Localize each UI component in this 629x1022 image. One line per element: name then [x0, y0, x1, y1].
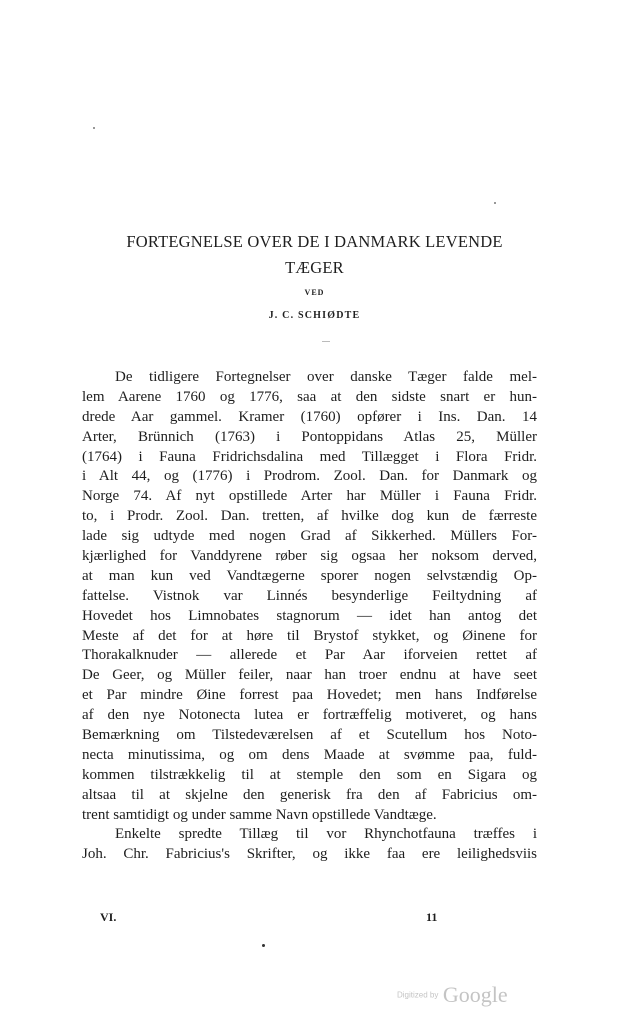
text-line: Arter, Brünnich (1763) i Pontoppidans Atlas 25, Müller: [82, 428, 537, 445]
text-line: De Geer, og Müller feiler, naar han troer endnu at have seet: [82, 667, 537, 684]
text-line: drede Aar gammel. Kramer (1760) opfører i Ins. Dan. 14: [82, 408, 537, 425]
text-line: Bemærkning om Tilstedeværelsen af et Scutellum hos Noto-: [82, 727, 537, 744]
text-line: Meste af det for at høre til Brystof stykket, og Øinene for: [82, 627, 537, 644]
text-line: Joh. Chr. Fabricius's Skrifter, og ikke faa ere leilighedsviis: [82, 846, 537, 863]
text-line: altsaa til at skjelne den generisk fra den af Fabricius om-: [82, 786, 537, 803]
text-line: to, i Prodr. Zool. Dan. tretten, af hvilke dog kun de færreste: [82, 508, 537, 525]
text-line: af den nye Notonecta lutea er fortræffelig motiveret, og hans: [82, 707, 537, 724]
text-line: trent samtidigt og under samme Navn opstillede Vandtæge.: [82, 806, 437, 823]
text-line: kjærlighed for Vanddyrene røber sig ogsaa her noksom derved,: [82, 548, 537, 565]
text-line: Enkelte spredte Tillæg til vor Rhynchotfauna træffes i: [115, 826, 537, 843]
text-line: De tidligere Fortegnelser over danske Tæger falde mel-: [115, 369, 537, 385]
page-number: 11: [426, 910, 438, 924]
watermark-prefix: Digitized by: [397, 990, 439, 1000]
text-line: (1764) i Fauna Fridrichsdalina med Tillægget i Flora Fridr.: [82, 448, 537, 465]
article-title-line-1: FORTEGNELSE OVER DE I DANMARK LEVENDE: [126, 232, 503, 251]
text-line: Norge 74. Af nyt opstillede Arter har Müller i Fauna Fridr.: [82, 488, 537, 505]
text-line: necta minutissima, og om dens Maade at svømme paa, fuld-: [82, 746, 537, 763]
google-logo: Google: [442, 982, 508, 1007]
body-paragraphs: [82, 368, 537, 865]
signature-mark: VI.: [100, 910, 117, 924]
text-line: fattelse. Vistnok var Linnés besynderlige Feiltydning af: [82, 587, 537, 604]
text-line: kommen tilstrækkelig til at stemple den som en Sigara og: [82, 766, 537, 783]
text-line: i Alt 44, og (1776) i Prodrom. Zool. Dan. for Danmark og: [82, 468, 537, 485]
text-line: Thorakalknuder — allerede et Par Aar iforveien rettet af: [82, 647, 537, 664]
digitization-watermark: [397, 982, 508, 1008]
text-line: lade sig udtyde med nogen Grad af Sikkerhed. Müllers For-: [82, 528, 537, 545]
text-line: Hovedet hos Limnobates stagnorum — idet han antog det: [82, 607, 537, 624]
author-name: J. C. SCHIØDTE: [268, 310, 361, 321]
dust-speck: [494, 202, 496, 204]
dust-speck: [262, 944, 265, 947]
dust-speck: [93, 127, 95, 129]
section-divider: [322, 341, 330, 342]
text-line: lem Aarene 1760 og 1776, saa at den sidste snart er hun-: [82, 388, 537, 405]
byline-prefix: VED: [304, 288, 325, 297]
article-title-line-2: TÆGER: [285, 258, 344, 277]
text-line: et Par mindre Øine forrest paa Hovedet; men hans Indførelse: [82, 687, 537, 704]
text-line: at man kun ved Vandtægerne sporer nogen selvstændig Op-: [82, 567, 537, 584]
